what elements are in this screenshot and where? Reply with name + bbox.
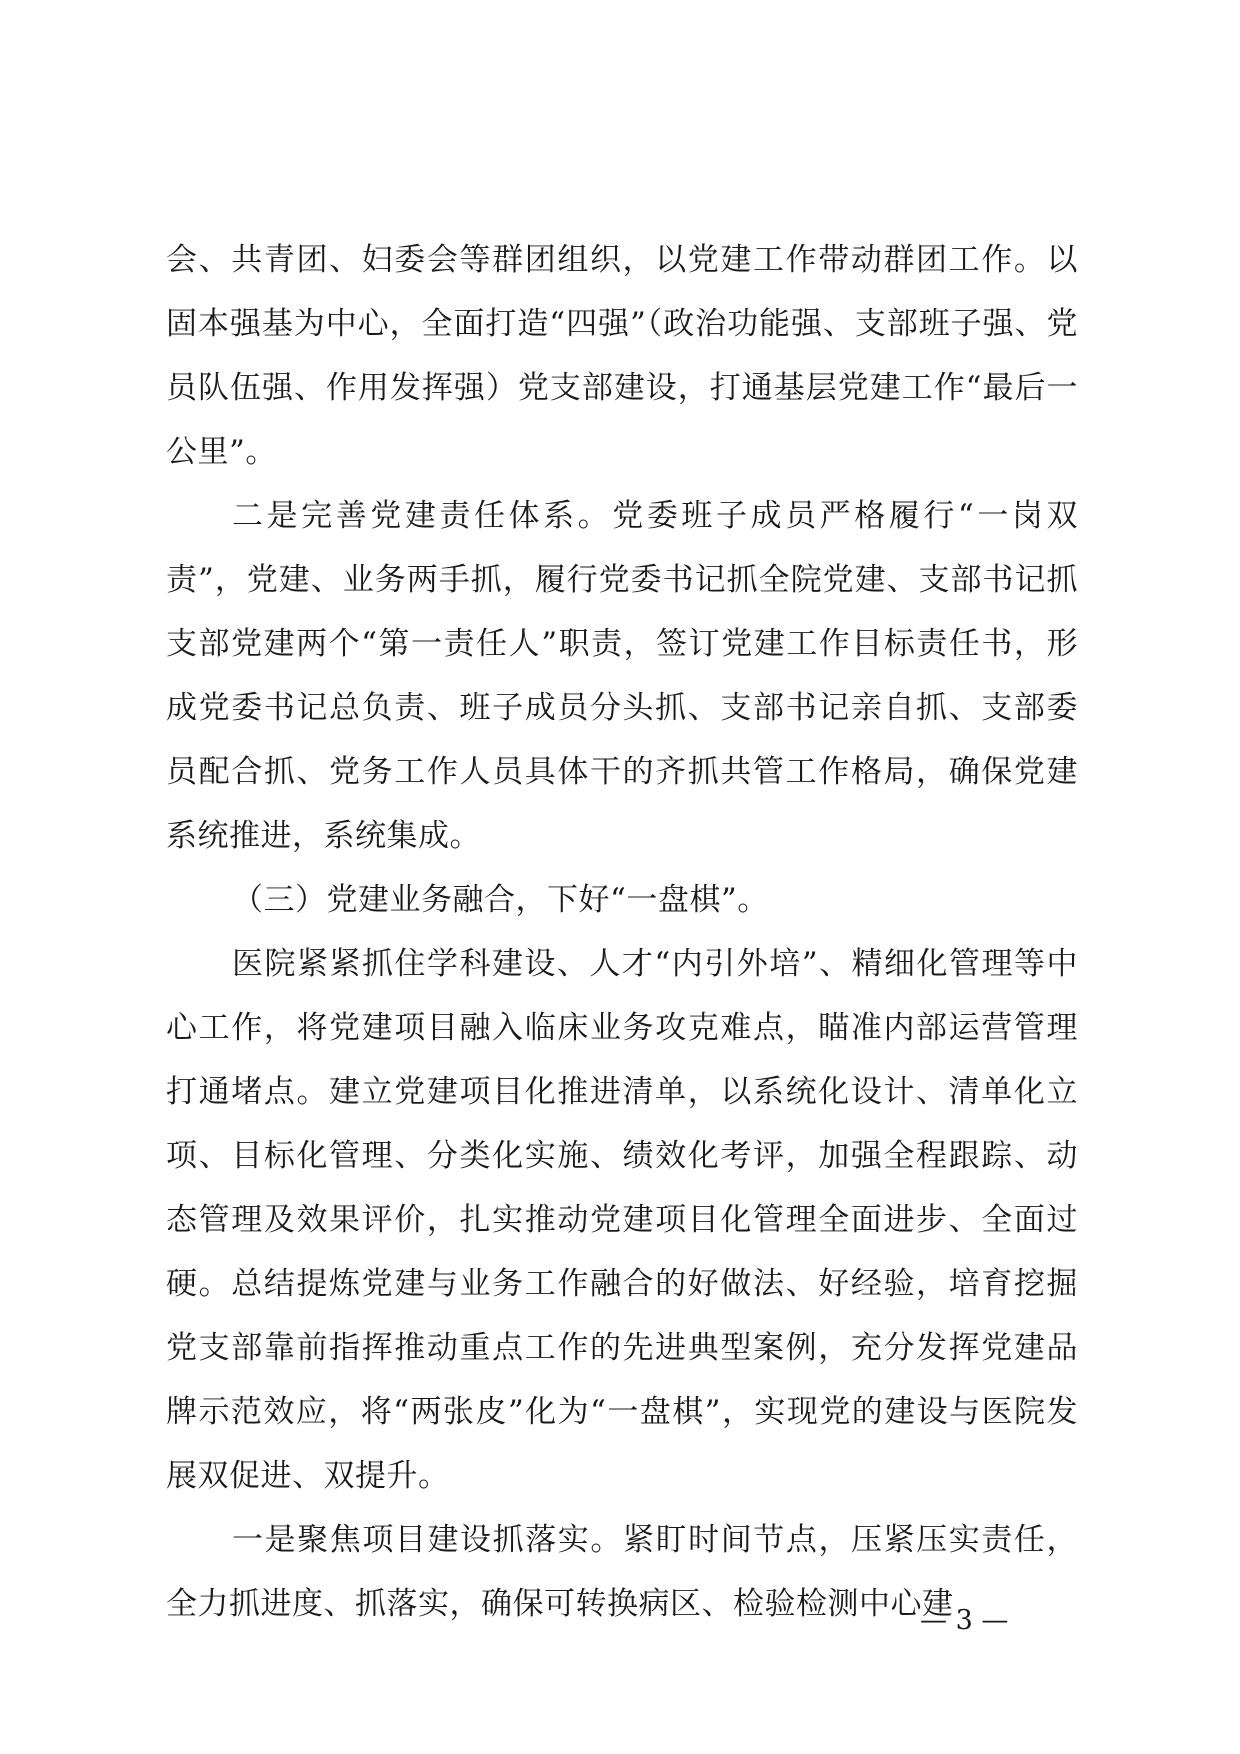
paragraph-responsibility-system: 二是完善党建责任体系。党委班子成员严格履行“一岗双责”，党建、业务两手抓，履行党委书记抓全院党建、支部书记抓支部党建两个“第一责任人”职责，签订党建工作目标责任书，形成党委书记总负责、班子成员分头抓、支部书记亲自抓、支部委员配合抓、党务工作人员具体干的齐抓共管工作格局，确保党建系统推进，系统集成。 xyxy=(166,498,1078,854)
paragraph-project-construction: 一是聚焦项目建设抓落实。紧盯时间节点，压紧压实责任，全力抓进度、抓落实，确保可转换病区、检验检测中心建 xyxy=(166,1522,1078,1622)
paragraph-hospital-integration: 医院紧紧抓住学科建设、人才“内引外培”、精细化管理等中心工作，将党建项目融入临床业务攻克难点，瞄准内部运营管理打通堵点。建立党建项目化推进清单，以系统化设计、清单化立项、目标化管理、分类化实施、绩效化考评，加强全程跟踪、动态管理及效果评价，扎实推动党建项目化管理全面进步、全面过硬。总结提炼党建与业务工作融合的好做法、好经验，培育挖掘党支部靠前指挥推动重点工作的先进典型案例，充分发挥党建品牌示范效应，将“两张皮”化为“一盘棋”，实现党的建设与医院发展双促进、双提升。 xyxy=(166,946,1078,1494)
page-number: — 3 — xyxy=(920,1605,1009,1636)
section-heading-integration: （三）党建业务融合，下好“一盘棋”。 xyxy=(232,882,769,918)
body-text xyxy=(166,228,1078,1636)
paragraph-continuation: 会、共青团、妇委会等群团组织，以党建工作带动群团工作。以固本强基为中心，全面打造“四强”（政治功能强、支部班子强、党员队伍强、作用发挥强）党支部建设，打通基层党建工作“最后一公里”。 xyxy=(166,242,1078,470)
